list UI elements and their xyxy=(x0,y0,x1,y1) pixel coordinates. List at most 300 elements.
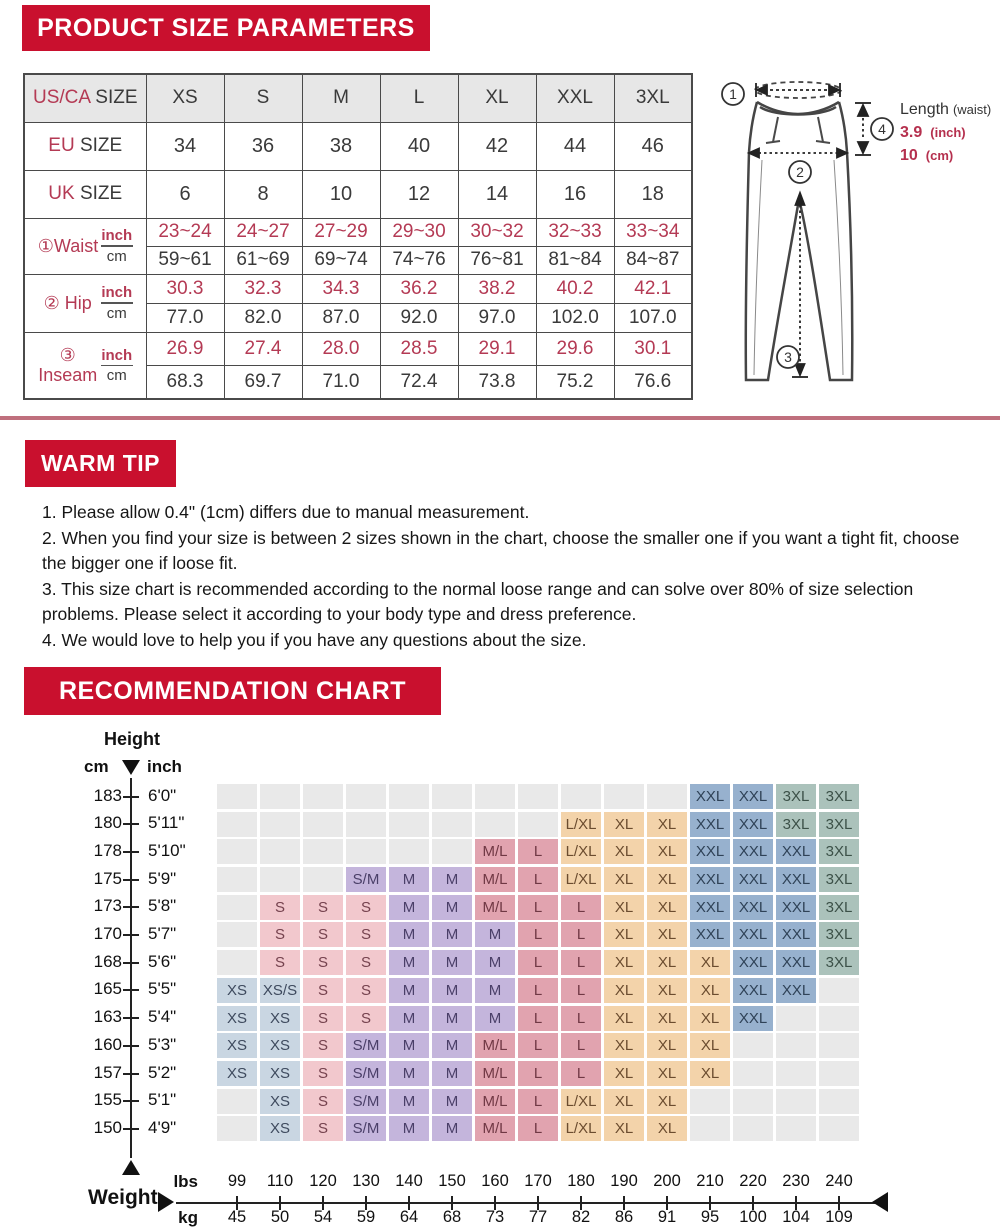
measure-inch-cell: 23~24 xyxy=(146,218,224,246)
measure-inch-cell: 40.2 xyxy=(536,274,614,303)
grid-cell: XS xyxy=(260,1116,300,1141)
size-cell: 38 xyxy=(302,122,380,170)
weight-lbs-value: 230 xyxy=(782,1172,810,1190)
grid-cell: L xyxy=(518,978,558,1003)
grid-cell: XXL xyxy=(690,839,730,864)
tip-item: 4. We would love to help you if you have any questions about the size. xyxy=(42,629,587,650)
unit-cm: cm xyxy=(106,304,127,322)
height-cm-label: 180 xyxy=(93,813,122,833)
unit-cm: cm xyxy=(106,367,127,384)
grid-cell: XXL xyxy=(733,950,773,975)
size-cell: 6 xyxy=(146,170,224,218)
grid-cell: XL xyxy=(604,950,644,975)
grid-cell: XXL xyxy=(776,922,816,947)
grid-cell: S xyxy=(303,922,343,947)
grid-cell: XL xyxy=(647,867,687,892)
grid-cell: XL xyxy=(647,922,687,947)
waistband-ellipse-icon xyxy=(755,82,841,98)
grid-cell: XS/S xyxy=(260,978,300,1003)
row-label xyxy=(24,122,146,170)
height-tick-icon xyxy=(123,1017,139,1019)
grid-cell: S xyxy=(303,895,343,920)
uk-size-row xyxy=(24,170,692,218)
grid-cell: XL xyxy=(647,1089,687,1114)
grid-cell: M xyxy=(432,950,472,975)
grid-cell xyxy=(518,812,558,837)
grid-cell xyxy=(776,1006,816,1031)
grid-cell: M/L xyxy=(475,1061,515,1086)
grid-cell: L xyxy=(518,1033,558,1058)
height-inch-label: 5'1" xyxy=(148,1090,177,1110)
height-inch-unit-label: inch xyxy=(147,757,182,776)
grid-cell: XXL xyxy=(733,978,773,1003)
measure-cm-cell: 77.0 xyxy=(146,303,224,332)
grid-cell xyxy=(733,1116,773,1141)
grid-cell: L xyxy=(518,1061,558,1086)
grid-cell: 3XL xyxy=(819,867,859,892)
row-label xyxy=(24,170,146,218)
size-column-header: 3XL xyxy=(614,74,692,122)
unit-divider xyxy=(101,302,133,304)
grid-cell: S xyxy=(346,950,386,975)
recommendation-grid xyxy=(217,784,859,1141)
grid-cell: L xyxy=(518,1006,558,1031)
weight-lbs-value: 170 xyxy=(524,1172,552,1190)
grid-cell: XXL xyxy=(776,950,816,975)
weight-lbs-value: 160 xyxy=(481,1172,509,1190)
grid-cell: S xyxy=(303,1089,343,1114)
svg-text:10(cm): 10 (cm) xyxy=(900,147,954,164)
size-column-header: XXL xyxy=(536,74,614,122)
product-size-banner xyxy=(22,5,430,51)
tip-item: 1. Please allow 0.4" (1cm) differs due to manual measurement. xyxy=(42,502,530,522)
grid-cell: 3XL xyxy=(819,922,859,947)
grid-cell: M xyxy=(475,950,515,975)
size-cell: 14 xyxy=(458,170,536,218)
recommendation-title: RECOMMENDATION CHART xyxy=(58,676,406,705)
grid-cell: XS xyxy=(217,978,257,1003)
grid-cell: XXL xyxy=(733,839,773,864)
weight-lbs-value: 140 xyxy=(395,1172,423,1190)
grid-cell: XL xyxy=(647,1061,687,1086)
weight-lbs-value: 130 xyxy=(352,1172,380,1190)
height-cm-label: 157 xyxy=(93,1062,122,1082)
measure-cm-cell: 97.0 xyxy=(458,303,536,332)
grid-cell xyxy=(303,839,343,864)
grid-cell xyxy=(260,867,300,892)
grid-cell: M xyxy=(389,1116,429,1141)
weight-kg-value: 54 xyxy=(313,1208,333,1226)
grid-cell xyxy=(733,1089,773,1114)
height-axis-top-arrow-icon xyxy=(122,760,140,775)
grid-cell: S xyxy=(260,895,300,920)
unit-stack xyxy=(101,284,133,322)
size-header-row xyxy=(24,74,692,122)
warm-tip-banner xyxy=(25,440,176,487)
grid-cell: M xyxy=(432,978,472,1003)
height-cm-label: 160 xyxy=(93,1034,122,1054)
grid-cell xyxy=(217,950,257,975)
grid-cell: XL xyxy=(604,812,644,837)
grid-cell xyxy=(819,978,859,1003)
height-cm-label: 183 xyxy=(93,785,122,805)
grid-cell: 3XL xyxy=(819,839,859,864)
grid-cell: L xyxy=(518,867,558,892)
weight-kg-value: 104 xyxy=(782,1208,810,1226)
grid-cell: S/M xyxy=(346,1033,386,1058)
measure-cm-cell: 61~69 xyxy=(224,246,302,274)
measure-inch-cell: 24~27 xyxy=(224,218,302,246)
grid-cell xyxy=(260,839,300,864)
grid-cell: XL xyxy=(690,950,730,975)
measure-label-box xyxy=(25,284,146,322)
grid-cell: M xyxy=(389,867,429,892)
grid-cell xyxy=(389,784,429,809)
height-tick-icon xyxy=(123,1100,139,1102)
height-tick-icon xyxy=(123,989,139,991)
measure-inch-cell: 32~33 xyxy=(536,218,614,246)
measure-cm-cell: 71.0 xyxy=(302,365,380,399)
grid-cell: XL xyxy=(647,812,687,837)
grid-cell: S xyxy=(346,978,386,1003)
grid-cell xyxy=(217,784,257,809)
pants-diagram xyxy=(700,75,1000,405)
measure-cm-cell: 75.2 xyxy=(536,365,614,399)
height-tick-icon xyxy=(123,823,139,825)
product-size-title: PRODUCT SIZE PARAMETERS xyxy=(37,13,415,42)
weight-kg-value: 82 xyxy=(571,1208,591,1226)
grid-cell: XL xyxy=(690,1006,730,1031)
tip-item: 2. When you find your size is between 2 sizes shown in the chart, choose the smaller one if you want a tight fit, choose the bigger one if loose fit. xyxy=(42,527,960,573)
measure-inch-cell: 26.9 xyxy=(146,332,224,365)
grid-cell xyxy=(346,812,386,837)
pants-outline xyxy=(746,102,853,380)
grid-cell: S xyxy=(346,1006,386,1031)
weight-kg-value: 86 xyxy=(614,1208,634,1226)
grid-cell xyxy=(260,812,300,837)
measure-cm-cell: 87.0 xyxy=(302,303,380,332)
grid-cell: XS xyxy=(260,1033,300,1058)
weight-lbs-value: 120 xyxy=(309,1172,337,1190)
height-cm-label: 155 xyxy=(93,1090,122,1110)
height-inch-label: 5'5" xyxy=(148,979,177,999)
measure-cm-cell: 81~84 xyxy=(536,246,614,274)
grid-cell: XL xyxy=(647,950,687,975)
height-inch-label: 5'3" xyxy=(148,1034,177,1054)
height-inch-label: 5'4" xyxy=(148,1007,177,1027)
grid-cell: S xyxy=(303,978,343,1003)
grid-cell xyxy=(776,1061,816,1086)
grid-cell xyxy=(561,784,601,809)
weight-kg-value: 109 xyxy=(825,1208,853,1226)
height-cm-label: 170 xyxy=(93,924,122,943)
measure-inch-cell: 30~32 xyxy=(458,218,536,246)
height-inch-label: 5'6" xyxy=(148,951,177,971)
grid-cell: L xyxy=(518,1116,558,1141)
grid-cell: M xyxy=(432,1116,472,1141)
height-tick-icon xyxy=(123,934,139,936)
measure-inch-cell: 34.3 xyxy=(302,274,380,303)
size-table-body xyxy=(24,122,692,399)
size-word: SIZE xyxy=(90,87,138,109)
measure-cm-cell: 74~76 xyxy=(380,246,458,274)
grid-cell: XXL xyxy=(776,895,816,920)
grid-cell xyxy=(604,784,644,809)
height-cm-label: 168 xyxy=(93,951,122,971)
height-inch-label: 5'2" xyxy=(148,1062,177,1082)
waist-length-arrow-icon xyxy=(855,103,871,155)
measure-inch-cell: 42.1 xyxy=(614,274,692,303)
height-inch-label: 5'10" xyxy=(148,840,186,860)
grid-cell xyxy=(217,839,257,864)
grid-cell xyxy=(819,1089,859,1114)
height-cm-label: 175 xyxy=(93,868,122,888)
measure-cm-cell: 107.0 xyxy=(614,303,692,332)
grid-cell: S xyxy=(260,950,300,975)
grid-cell xyxy=(518,784,558,809)
grid-cell: L/XL xyxy=(561,1089,601,1114)
grid-cell xyxy=(217,867,257,892)
grid-cell xyxy=(432,784,472,809)
grid-cell xyxy=(303,784,343,809)
grid-cell: M xyxy=(389,950,429,975)
grid-cell: M xyxy=(432,1061,472,1086)
measure-name: ③ Inseam xyxy=(38,344,98,386)
measure-name: ①Waist xyxy=(37,235,99,256)
grid-cell: L xyxy=(561,950,601,975)
grid-cell: L xyxy=(561,978,601,1003)
grid-cell: L xyxy=(561,1006,601,1031)
grid-cell: 3XL xyxy=(776,812,816,837)
grid-cell xyxy=(217,812,257,837)
unit-stack xyxy=(101,347,133,385)
measure-cm-cell: 69.7 xyxy=(224,365,302,399)
eu-label: EU xyxy=(48,135,75,156)
height-inch-label: 4'9" xyxy=(148,1117,177,1137)
waist-darts xyxy=(766,117,830,143)
section-divider xyxy=(0,416,1000,420)
grid-cell: XL xyxy=(647,1006,687,1031)
size-column-header: XL xyxy=(458,74,536,122)
grid-cell xyxy=(346,784,386,809)
measure-label-box xyxy=(25,345,146,386)
grid-cell: S xyxy=(303,1033,343,1058)
weight-lbs-value: 190 xyxy=(610,1172,638,1190)
hip-width-arrow-icon xyxy=(749,149,847,158)
weight-kg-value: 50 xyxy=(270,1208,290,1226)
weight-axis-label: Weight xyxy=(88,1186,158,1209)
measure-name: ② Hip xyxy=(43,292,92,313)
grid-cell: XL xyxy=(690,978,730,1003)
grid-cell: M/L xyxy=(475,867,515,892)
measure-inch-cell: 29~30 xyxy=(380,218,458,246)
grid-cell xyxy=(432,812,472,837)
grid-cell xyxy=(217,895,257,920)
weight-lbs-unit-label: lbs xyxy=(173,1172,198,1191)
grid-cell: XXL xyxy=(733,784,773,809)
weight-lbs-value: 240 xyxy=(825,1172,853,1190)
grid-cell: XXL xyxy=(733,812,773,837)
measure-inch-cell: 30.1 xyxy=(614,332,692,365)
measure-cm-cell: 82.0 xyxy=(224,303,302,332)
grid-cell: XS xyxy=(260,1061,300,1086)
grid-cell: XXL xyxy=(733,895,773,920)
grid-cell: L xyxy=(518,950,558,975)
length-waist-annotation xyxy=(900,101,991,164)
grid-cell xyxy=(303,812,343,837)
height-inch-label: 5'7" xyxy=(148,924,177,943)
grid-cell xyxy=(690,1089,730,1114)
measure-row-inch xyxy=(24,274,692,303)
height-axis-bottom-arrow-icon xyxy=(122,1160,140,1175)
size-column-header: XS xyxy=(146,74,224,122)
measure-cm-cell: 59~61 xyxy=(146,246,224,274)
weight-kg-value: 73 xyxy=(485,1208,505,1226)
grid-cell: L xyxy=(561,1061,601,1086)
grid-cell: M xyxy=(389,1006,429,1031)
grid-cell: M xyxy=(389,1089,429,1114)
grid-cell: XL xyxy=(604,1089,644,1114)
us-ca-label: US/CA xyxy=(32,87,90,109)
grid-cell xyxy=(217,1089,257,1114)
grid-cell: S xyxy=(346,922,386,947)
size-cell: 36 xyxy=(224,122,302,170)
grid-cell: S xyxy=(260,922,300,947)
grid-cell xyxy=(303,867,343,892)
grid-cell: XXL xyxy=(690,812,730,837)
grid-cell: M xyxy=(389,1061,429,1086)
measure-inch-cell: 32.3 xyxy=(224,274,302,303)
grid-cell: XXL xyxy=(733,1006,773,1031)
height-cm-label: 163 xyxy=(93,1007,122,1027)
unit-inch: inch xyxy=(101,284,133,302)
grid-cell xyxy=(819,1061,859,1086)
grid-cell: M xyxy=(475,978,515,1003)
grid-cell: XXL xyxy=(776,839,816,864)
grid-cell: M xyxy=(432,922,472,947)
grid-cell: S xyxy=(303,1006,343,1031)
measure-cm-cell: 69~74 xyxy=(302,246,380,274)
unit-divider xyxy=(101,365,133,367)
measure-inch-cell: 27.4 xyxy=(224,332,302,365)
grid-cell: XS xyxy=(217,1006,257,1031)
grid-cell: XL xyxy=(604,1033,644,1058)
grid-cell: M xyxy=(432,1006,472,1031)
height-cm-label: 178 xyxy=(93,840,122,860)
svg-text:3.9(inch): 3.9 (inch) xyxy=(900,124,966,141)
grid-cell: XL xyxy=(647,839,687,864)
grid-cell: S/M xyxy=(346,1116,386,1141)
grid-cell xyxy=(217,922,257,947)
size-word: SIZE xyxy=(74,183,123,204)
grid-cell: L xyxy=(518,922,558,947)
measure-row-inch xyxy=(24,332,692,365)
grid-cell: XS xyxy=(260,1006,300,1031)
size-cell: 16 xyxy=(536,170,614,218)
grid-cell xyxy=(819,1006,859,1031)
size-cell: 40 xyxy=(380,122,458,170)
weight-kg-value: 68 xyxy=(442,1208,462,1226)
measure-cm-cell: 76.6 xyxy=(614,365,692,399)
grid-cell: M xyxy=(389,1033,429,1058)
grid-cell: XL xyxy=(604,1061,644,1086)
grid-cell: XS xyxy=(217,1061,257,1086)
grid-cell: M xyxy=(475,1006,515,1031)
grid-cell: XXL xyxy=(690,867,730,892)
grid-cell: L xyxy=(561,922,601,947)
grid-cell xyxy=(819,1116,859,1141)
weight-kg-value: 77 xyxy=(528,1208,548,1226)
grid-cell xyxy=(475,812,515,837)
height-inch-label: 5'11" xyxy=(148,813,185,833)
measure-inch-cell: 36.2 xyxy=(380,274,458,303)
grid-cell: M xyxy=(389,922,429,947)
measure-cm-cell: 102.0 xyxy=(536,303,614,332)
marker-1: 1 xyxy=(729,86,737,102)
grid-cell: L/XL xyxy=(561,839,601,864)
weight-lbs-value: 220 xyxy=(739,1172,767,1190)
measure-cm-cell: 92.0 xyxy=(380,303,458,332)
weight-lbs-value: 210 xyxy=(696,1172,724,1190)
grid-cell: XL xyxy=(604,1116,644,1141)
grid-cell: XL xyxy=(604,1006,644,1031)
grid-cell xyxy=(776,1033,816,1058)
grid-cell: XL xyxy=(604,867,644,892)
unit-inch: inch xyxy=(101,227,133,245)
height-tick-icon xyxy=(123,851,139,853)
grid-cell: M xyxy=(389,895,429,920)
grid-cell: XL xyxy=(647,1033,687,1058)
grid-cell xyxy=(389,812,429,837)
grid-cell: L/XL xyxy=(561,812,601,837)
height-tick-icon xyxy=(123,1128,139,1130)
grid-cell: M/L xyxy=(475,1116,515,1141)
unit-stack xyxy=(101,227,133,265)
grid-cell: XXL xyxy=(776,867,816,892)
weight-lbs-value: 99 xyxy=(227,1172,247,1190)
grid-cell: XL xyxy=(604,978,644,1003)
height-tick-icon xyxy=(123,906,139,908)
grid-cell xyxy=(647,784,687,809)
weight-lbs-value: 150 xyxy=(438,1172,466,1190)
measure-inch-cell: 29.6 xyxy=(536,332,614,365)
weight-kg-value: 64 xyxy=(399,1208,419,1226)
marker-3: 3 xyxy=(784,349,792,365)
size-cell: 44 xyxy=(536,122,614,170)
measure-cm-cell: 84~87 xyxy=(614,246,692,274)
grid-cell: M xyxy=(432,1089,472,1114)
height-cm-unit-label: cm xyxy=(84,757,109,776)
unit-cm: cm xyxy=(106,247,127,265)
measure-inch-cell: 29.1 xyxy=(458,332,536,365)
height-axis-label: Height xyxy=(104,729,160,749)
grid-cell xyxy=(733,1061,773,1086)
grid-cell: XXL xyxy=(690,922,730,947)
unit-divider xyxy=(101,245,133,247)
grid-cell: M xyxy=(389,978,429,1003)
grid-cell: XL xyxy=(604,922,644,947)
height-tick-icon xyxy=(123,796,139,798)
grid-cell: S xyxy=(303,1061,343,1086)
grid-cell: M/L xyxy=(475,839,515,864)
grid-cell: XL xyxy=(647,1116,687,1141)
grid-cell: L xyxy=(561,1033,601,1058)
grid-cell xyxy=(776,1116,816,1141)
grid-cell xyxy=(346,839,386,864)
grid-cell: XL xyxy=(604,839,644,864)
grid-cell xyxy=(776,1089,816,1114)
size-header-label xyxy=(24,74,146,122)
